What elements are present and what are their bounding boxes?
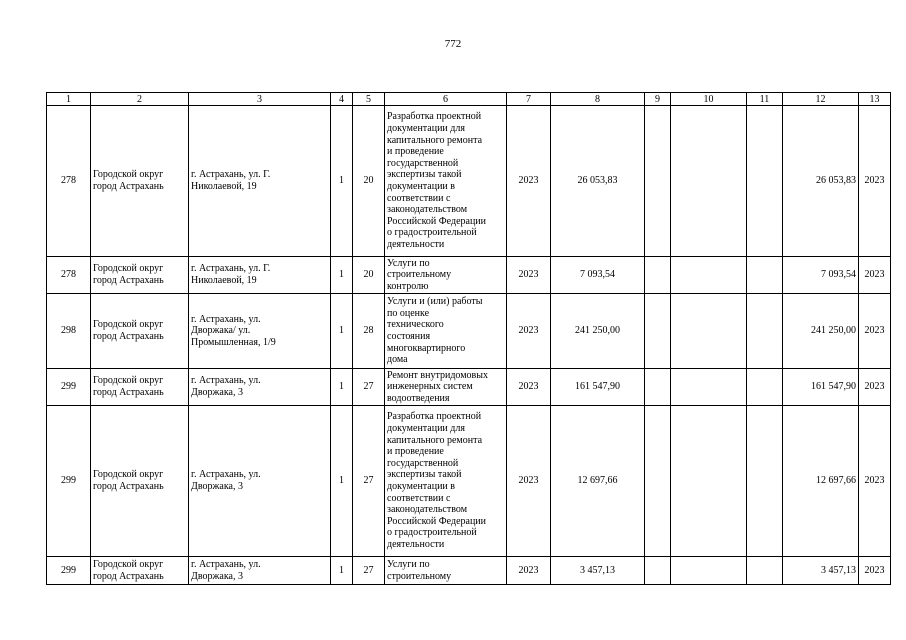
- column-header: 10: [671, 93, 747, 106]
- cell-line: капитального ремонта: [387, 434, 483, 446]
- cell-col-4: 1: [331, 369, 353, 406]
- cell-line: соответствии с: [387, 192, 451, 204]
- cell-number: 299: [47, 369, 91, 406]
- cell-line: и проведение: [387, 146, 444, 158]
- cell-line: Николаевой, 19: [191, 275, 257, 286]
- cell-address: [189, 106, 331, 257]
- cell-col-9: [645, 406, 671, 557]
- table-row: [47, 294, 891, 369]
- cell-line: Услуги и (или) работы: [387, 296, 483, 308]
- cell-line: деятельности: [387, 238, 445, 250]
- cell-col-9: [645, 557, 671, 585]
- cell-line: государственной: [387, 157, 459, 169]
- cell-work-type: [385, 406, 507, 557]
- cell-cost: 161 547,90: [551, 369, 645, 406]
- cell-municipality: [91, 294, 189, 369]
- cell-col-4: 1: [331, 294, 353, 369]
- cell-year-end: 2023: [859, 369, 891, 406]
- cell-line: Городской округ: [93, 169, 164, 181]
- cell-line: город Астрахань: [93, 387, 164, 398]
- cell-line: Разработка проектной: [387, 411, 482, 423]
- data-table: [46, 92, 891, 585]
- cell-line: водоотведения: [387, 392, 450, 404]
- column-header: 2: [91, 93, 189, 106]
- cell-work-type: [385, 557, 507, 585]
- cell-line: Промышленная, 1/9: [191, 336, 276, 348]
- cell-line: Городской округ: [93, 469, 164, 481]
- cell-col-5: 27: [353, 406, 385, 557]
- cell-line: о градостроительной: [387, 227, 477, 239]
- column-header: 7: [507, 93, 551, 106]
- cell-line: экспертизы такой: [387, 469, 462, 481]
- cell-line: о градостроительной: [387, 527, 477, 539]
- table-row: [47, 257, 891, 294]
- cell-line: город Астрахань: [93, 331, 164, 342]
- cell-col-10: [671, 369, 747, 406]
- cell-line: законодательством: [387, 204, 468, 216]
- cell-work-type: [385, 294, 507, 369]
- cell-number: 299: [47, 557, 91, 585]
- column-header: 3: [189, 93, 331, 106]
- cell-line: дома: [387, 354, 408, 366]
- cell-line: инженерных систем: [387, 381, 473, 393]
- cell-municipality: [91, 557, 189, 585]
- cell-municipality: [91, 369, 189, 406]
- cell-col-5: 27: [353, 369, 385, 406]
- cell-cost: 241 250,00: [551, 294, 645, 369]
- cell-col-9: [645, 257, 671, 294]
- cell-line: строительному: [387, 570, 452, 582]
- cell-municipality: [91, 257, 189, 294]
- header-row: [47, 93, 891, 106]
- cell-line: Российской Федерации: [387, 215, 487, 227]
- cell-line: Российской Федерации: [387, 515, 487, 527]
- cell-line: документации для: [387, 423, 465, 435]
- cell-line: г. Астрахань, ул.: [191, 558, 261, 570]
- cell-municipality: [91, 406, 189, 557]
- cell-year-end: 2023: [859, 294, 891, 369]
- cell-line: состояния: [387, 331, 431, 342]
- cell-col-9: [645, 106, 671, 257]
- cell-year: 2023: [507, 557, 551, 585]
- cell-col-11: [747, 557, 783, 585]
- cell-line: документации в: [387, 181, 455, 192]
- cell-work-type: [385, 369, 507, 406]
- cell-col-10: [671, 406, 747, 557]
- column-header: 1: [47, 93, 91, 106]
- cell-line: документации в: [387, 481, 455, 492]
- cell-work-type: [385, 257, 507, 294]
- cell-line: Дворжака/ ул.: [191, 325, 251, 337]
- cell-line: г. Астрахань, ул.: [191, 375, 261, 387]
- cell-line: г. Астрахань, ул. Г.: [191, 169, 271, 181]
- cell-line: Николаевой, 19: [191, 181, 257, 192]
- cell-line: г. Астрахань, ул.: [191, 469, 261, 481]
- cell-line: Городской округ: [93, 319, 164, 331]
- cell-year: 2023: [507, 257, 551, 294]
- column-header: 8: [551, 93, 645, 106]
- cell-col-4: 1: [331, 406, 353, 557]
- cell-address: [189, 369, 331, 406]
- column-header: 9: [645, 93, 671, 106]
- cell-line: Городской округ: [93, 375, 164, 387]
- cell-address: [189, 294, 331, 369]
- cell-line: экспертизы такой: [387, 169, 462, 181]
- cell-cost-total: 26 053,83: [783, 106, 859, 257]
- cell-line: г. Астрахань, ул.: [191, 313, 261, 325]
- cell-work-type: [385, 106, 507, 257]
- cell-line: и проведение: [387, 446, 444, 458]
- cell-municipality: [91, 106, 189, 257]
- page-number: 772: [444, 38, 462, 50]
- cell-year-end: 2023: [859, 257, 891, 294]
- cell-col-11: [747, 257, 783, 294]
- cell-col-5: 27: [353, 557, 385, 585]
- cell-col-10: [671, 106, 747, 257]
- cell-line: город Астрахань: [93, 275, 164, 286]
- cell-col-11: [747, 369, 783, 406]
- column-header: 13: [859, 93, 891, 106]
- cell-line: город Астрахань: [93, 481, 164, 492]
- cell-line: Услуги по: [387, 257, 430, 269]
- cell-cost-total: 7 093,54: [783, 257, 859, 294]
- cell-line: документации для: [387, 123, 465, 135]
- table-row: [47, 557, 891, 585]
- cell-col-11: [747, 294, 783, 369]
- cell-col-11: [747, 106, 783, 257]
- cell-cost: 7 093,54: [551, 257, 645, 294]
- cell-year-end: 2023: [859, 406, 891, 557]
- table-row: [47, 369, 891, 406]
- cell-col-5: 28: [353, 294, 385, 369]
- cell-line: деятельности: [387, 538, 445, 550]
- cell-col-9: [645, 294, 671, 369]
- cell-col-4: 1: [331, 257, 353, 294]
- cell-col-10: [671, 257, 747, 294]
- column-header: 11: [747, 93, 783, 106]
- table-body: [47, 106, 891, 585]
- cell-line: Городской округ: [93, 263, 164, 275]
- cell-line: город Астрахань: [93, 570, 164, 582]
- cell-line: Дворжака, 3: [191, 481, 243, 492]
- cell-line: строительному: [387, 269, 452, 281]
- cell-year: 2023: [507, 106, 551, 257]
- column-header: 6: [385, 93, 507, 106]
- cell-cost-total: 3 457,13: [783, 557, 859, 585]
- column-header: 12: [783, 93, 859, 106]
- cell-cost: 3 457,13: [551, 557, 645, 585]
- cell-col-9: [645, 369, 671, 406]
- table-row: [47, 406, 891, 557]
- cell-cost: 26 053,83: [551, 106, 645, 257]
- cell-address: [189, 557, 331, 585]
- cell-line: город Астрахань: [93, 181, 164, 192]
- cell-year-end: 2023: [859, 106, 891, 257]
- cell-line: государственной: [387, 457, 459, 469]
- cell-number: 278: [47, 106, 91, 257]
- cell-year-end: 2023: [859, 557, 891, 585]
- cell-line: Разработка проектной: [387, 111, 482, 123]
- cell-col-5: 20: [353, 257, 385, 294]
- cell-line: Услуги по: [387, 558, 430, 570]
- cell-col-4: 1: [331, 106, 353, 257]
- column-header: 5: [353, 93, 385, 106]
- cell-line: Городской округ: [93, 558, 164, 570]
- cell-line: технического: [387, 319, 444, 331]
- cell-line: контролю: [387, 280, 429, 292]
- cell-cost-total: 241 250,00: [783, 294, 859, 369]
- cell-number: 278: [47, 257, 91, 294]
- cell-col-11: [747, 406, 783, 557]
- cell-line: Дворжака, 3: [191, 570, 243, 582]
- cell-line: капитального ремонта: [387, 134, 483, 146]
- cell-line: законодательством: [387, 504, 468, 516]
- cell-col-5: 20: [353, 106, 385, 257]
- cell-year: 2023: [507, 406, 551, 557]
- cell-number: 299: [47, 406, 91, 557]
- cell-address: [189, 406, 331, 557]
- table-row: [47, 106, 891, 257]
- cell-col-4: 1: [331, 557, 353, 585]
- column-header: 4: [331, 93, 353, 106]
- cell-cost-total: 161 547,90: [783, 369, 859, 406]
- cell-cost-total: 12 697,66: [783, 406, 859, 557]
- cell-col-10: [671, 294, 747, 369]
- cell-cost: 12 697,66: [551, 406, 645, 557]
- cell-address: [189, 257, 331, 294]
- cell-line: по оценке: [387, 307, 430, 319]
- cell-year: 2023: [507, 369, 551, 406]
- cell-line: г. Астрахань, ул. Г.: [191, 263, 271, 275]
- cell-line: Дворжака, 3: [191, 387, 243, 398]
- cell-year: 2023: [507, 294, 551, 369]
- cell-line: многоквартирного: [387, 342, 466, 354]
- cell-col-10: [671, 557, 747, 585]
- cell-line: Ремонт внутридомовых: [387, 369, 489, 381]
- cell-number: 298: [47, 294, 91, 369]
- cell-line: соответствии с: [387, 492, 451, 504]
